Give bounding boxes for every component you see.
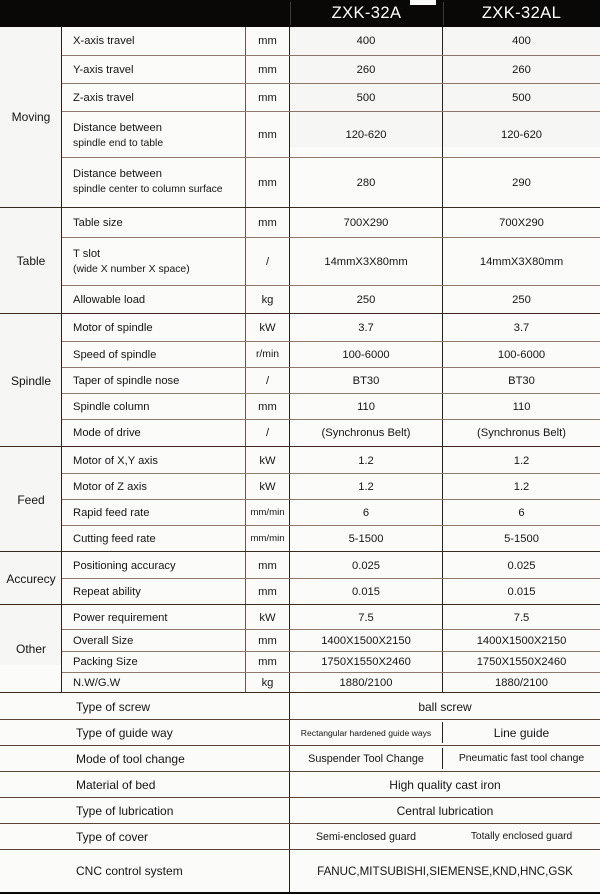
item-label: Cutting feed rate: [73, 532, 156, 545]
vrule-model-split-guideway: [442, 722, 443, 743]
value-zxk32al: BT30: [508, 374, 535, 387]
item-label-line1: T slot: [73, 248, 101, 260]
item-label-line2: spindle center to column surface: [73, 184, 223, 196]
value-merged: High quality cast iron: [389, 777, 501, 792]
value-zxk32al: 6: [518, 506, 525, 519]
item-label: Taper of spindle nose: [73, 374, 180, 387]
unit-label: mm/min: [250, 507, 285, 518]
value-zxk32al: 3.7: [513, 322, 530, 334]
value-zxk32al: 1880/2100: [495, 676, 548, 689]
unit-label: mm: [258, 128, 277, 141]
unit-label: mm: [258, 656, 277, 668]
unit-label: kW: [259, 611, 276, 624]
value-zxk32a: 6: [362, 506, 370, 519]
unit-label: mm: [258, 585, 277, 598]
item-label-line1: Distance between: [73, 122, 162, 134]
row-allowable-load: [0, 286, 600, 313]
item-label: Power requirement: [73, 611, 168, 624]
row-y-axis-travel: [0, 56, 600, 83]
item-label: Table size: [73, 217, 123, 229]
unit-label: kg: [261, 293, 274, 306]
value-zxk32a: 250: [356, 293, 376, 306]
value-zxk32al: (Synchronus Belt): [477, 427, 566, 439]
row-material-of-bed: [0, 772, 600, 797]
category-feed: Feed: [17, 492, 45, 507]
value-zxk32al: 700X290: [499, 217, 544, 229]
value-zxk32al: 1750X1550X2460: [476, 656, 567, 668]
value-zxk32al: 110: [512, 400, 531, 413]
item-label: Motor of Z axis: [73, 480, 147, 493]
unit-label: mm: [258, 217, 277, 229]
value-zxk32al: 400: [512, 35, 531, 47]
category-moving: Moving: [11, 110, 51, 124]
value-zxk32a: 0.025: [352, 559, 380, 572]
value-zxk32a: 1.2: [358, 454, 374, 467]
value-zxk32a: 1880/2100: [339, 676, 393, 689]
item-label: Allowable load: [73, 293, 146, 306]
unit-label: mm: [258, 63, 277, 76]
spec-grid: [0, 27, 600, 894]
unit-label: mm: [258, 400, 277, 413]
value-zxk32al: 0.025: [507, 559, 536, 572]
row-z-axis-travel: [0, 84, 600, 111]
value-zxk32a: 7.5: [358, 611, 374, 624]
value-zxk32al: Line guide: [493, 725, 550, 740]
table-header-band: [0, 0, 600, 27]
row-type-of-screw: [0, 694, 600, 719]
value-merged: Central lubrication: [396, 803, 494, 818]
unit-label: /: [265, 374, 270, 387]
category-other: Other: [15, 642, 46, 656]
value-zxk32al: 250: [512, 293, 531, 306]
item-label-line1: Distance between: [73, 168, 162, 180]
unit-label: /: [265, 427, 270, 439]
row-spindle-column: [0, 394, 600, 419]
row-type-of-cover: [0, 824, 600, 849]
row-overall-size: [0, 630, 600, 651]
unit-label: kW: [259, 454, 276, 467]
row-distance-spindle-center-to-column: [0, 158, 600, 207]
value-zxk32a: BT30: [352, 374, 380, 387]
value-zxk32a: Rectangular hardened guide ways: [300, 727, 432, 738]
unit-label: kg: [261, 676, 274, 689]
item-label: X-axis travel: [73, 35, 135, 47]
value-zxk32a: 1750X1550X2460: [321, 656, 411, 668]
value-zxk32a: Semi-enclosed guard: [315, 830, 417, 843]
item-label: N.W/G.W: [73, 676, 121, 689]
unit-label: mm: [258, 91, 277, 104]
item-label: CNC control system: [76, 864, 183, 878]
unit-label: mm/min: [250, 533, 285, 544]
value-zxk32al: 1.2: [513, 480, 530, 493]
row-motor-of-spindle: [0, 315, 600, 341]
item-label: Type of guide way: [76, 725, 173, 740]
row-x-axis-travel: [0, 27, 600, 55]
value-zxk32a: 0.015: [352, 585, 380, 598]
item-label: Motor of spindle: [73, 322, 153, 334]
value-zxk32al: Totally enclosed guard: [470, 831, 573, 842]
value-zxk32al: Pneumatic fast tool change: [458, 753, 585, 764]
item-label: [62, 158, 245, 207]
unit-label: r/min: [255, 349, 280, 360]
value-merged: ball screw: [418, 699, 472, 714]
row-t-slot: [0, 238, 600, 285]
item-label-line2: spindle end to table: [73, 138, 164, 150]
header-model-zxk32a: ZXK-32A: [331, 4, 402, 22]
item-label: Z-axis travel: [73, 91, 134, 104]
row-mode-of-tool-change: [0, 746, 600, 771]
unit-label: kW: [259, 480, 276, 493]
category-table: Table: [16, 254, 46, 268]
value-zxk32al: 290: [512, 176, 531, 189]
value-zxk32al: 0.015: [507, 585, 536, 598]
row-cnc-control-system: [0, 850, 600, 892]
item-label: Packing Size: [73, 656, 138, 668]
row-motor-of-xy-axis: [0, 448, 600, 473]
item-label: Repeat ability: [73, 585, 141, 598]
item-label: [62, 112, 245, 157]
unit-label: mm: [258, 176, 277, 189]
value-zxk32a: (Synchronus Belt): [321, 427, 411, 439]
row-distance-spindle-end-to-table: [0, 112, 600, 157]
value-zxk32a: 1400X1500X2150: [321, 634, 411, 647]
row-mode-of-drive: [0, 420, 600, 446]
category-accurecy: Accurecy: [6, 571, 56, 586]
value-zxk32al: 5-1500: [504, 532, 539, 545]
value-zxk32a: 120-620: [345, 128, 387, 141]
unit-label: kW: [259, 322, 276, 334]
value-zxk32a: 280: [356, 176, 376, 189]
vrule-model-split-toolchange: [442, 748, 443, 769]
value-zxk32a: 400: [356, 35, 376, 47]
value-zxk32a: Suspender Tool Change: [308, 752, 424, 765]
value-zxk32a: 260: [356, 63, 376, 76]
item-label: Y-axis travel: [73, 63, 134, 76]
item-label: Type of cover: [76, 829, 149, 844]
item-label: Material of bed: [76, 777, 156, 792]
row-repeat-ability: [0, 579, 600, 604]
item-label: [62, 238, 245, 285]
value-zxk32al: 120-620: [500, 128, 543, 141]
header-model-zxk32al: ZXK-32AL: [481, 4, 562, 22]
value-zxk32al: 14mmX3X80mm: [479, 255, 564, 268]
item-label: Spindle column: [73, 400, 150, 413]
unit-label: mm: [258, 35, 277, 47]
value-zxk32al: 260: [512, 63, 531, 76]
item-label: Positioning accuracy: [73, 559, 176, 572]
value-zxk32a: 110: [357, 400, 375, 413]
row-table-size: [0, 209, 600, 237]
item-label: Mode of tool change: [76, 751, 185, 766]
value-zxk32al: 500: [512, 91, 531, 104]
row-rapid-feed-rate: [0, 500, 600, 525]
value-zxk32a: 5-1500: [348, 532, 384, 545]
row-motor-of-z-axis: [0, 474, 600, 499]
unit-label: mm: [258, 559, 277, 572]
value-zxk32al: 1.2: [513, 454, 530, 467]
unit-label: /: [265, 255, 270, 268]
row-packing-size: [0, 652, 600, 672]
value-zxk32a: 500: [356, 91, 376, 104]
value-zxk32al: 7.5: [513, 611, 530, 624]
row-positioning-accuracy: [0, 553, 600, 578]
value-zxk32a: 700X290: [343, 217, 389, 229]
row-speed-of-spindle: [0, 342, 600, 367]
unit-label: mm: [258, 634, 277, 647]
item-label-line2: (wide X number X space): [73, 264, 190, 276]
item-label: Rapid feed rate: [73, 506, 150, 519]
item-label: Type of screw: [76, 699, 151, 714]
value-zxk32al: 100-6000: [497, 348, 546, 361]
row-nw-gw: [0, 673, 600, 692]
item-label: Type of lubrication: [76, 803, 174, 818]
item-label: Overall Size: [73, 634, 134, 647]
row-type-of-lubrication: [0, 798, 600, 823]
row-type-of-guide-way: [0, 720, 600, 745]
value-zxk32a: 1.2: [358, 480, 374, 493]
item-label: Motor of X,Y axis: [73, 454, 158, 467]
value-zxk32al: 1400X1500X2150: [476, 634, 567, 647]
value-zxk32a: 14mmX3X80mm: [324, 255, 408, 268]
row-taper-of-spindle-nose: [0, 368, 600, 393]
value-merged: FANUC,MITSUBISHI,SIEMENSE,KND,HNC,GSK: [317, 864, 573, 878]
row-cutting-feed-rate: [0, 526, 600, 551]
category-spindle: Spindle: [10, 373, 52, 388]
value-zxk32a: 3.7: [358, 322, 374, 334]
row-power-requirement: [0, 606, 600, 629]
value-zxk32a: 100-6000: [342, 348, 390, 361]
item-label: Speed of spindle: [73, 348, 157, 361]
item-label: Mode of drive: [73, 427, 141, 439]
